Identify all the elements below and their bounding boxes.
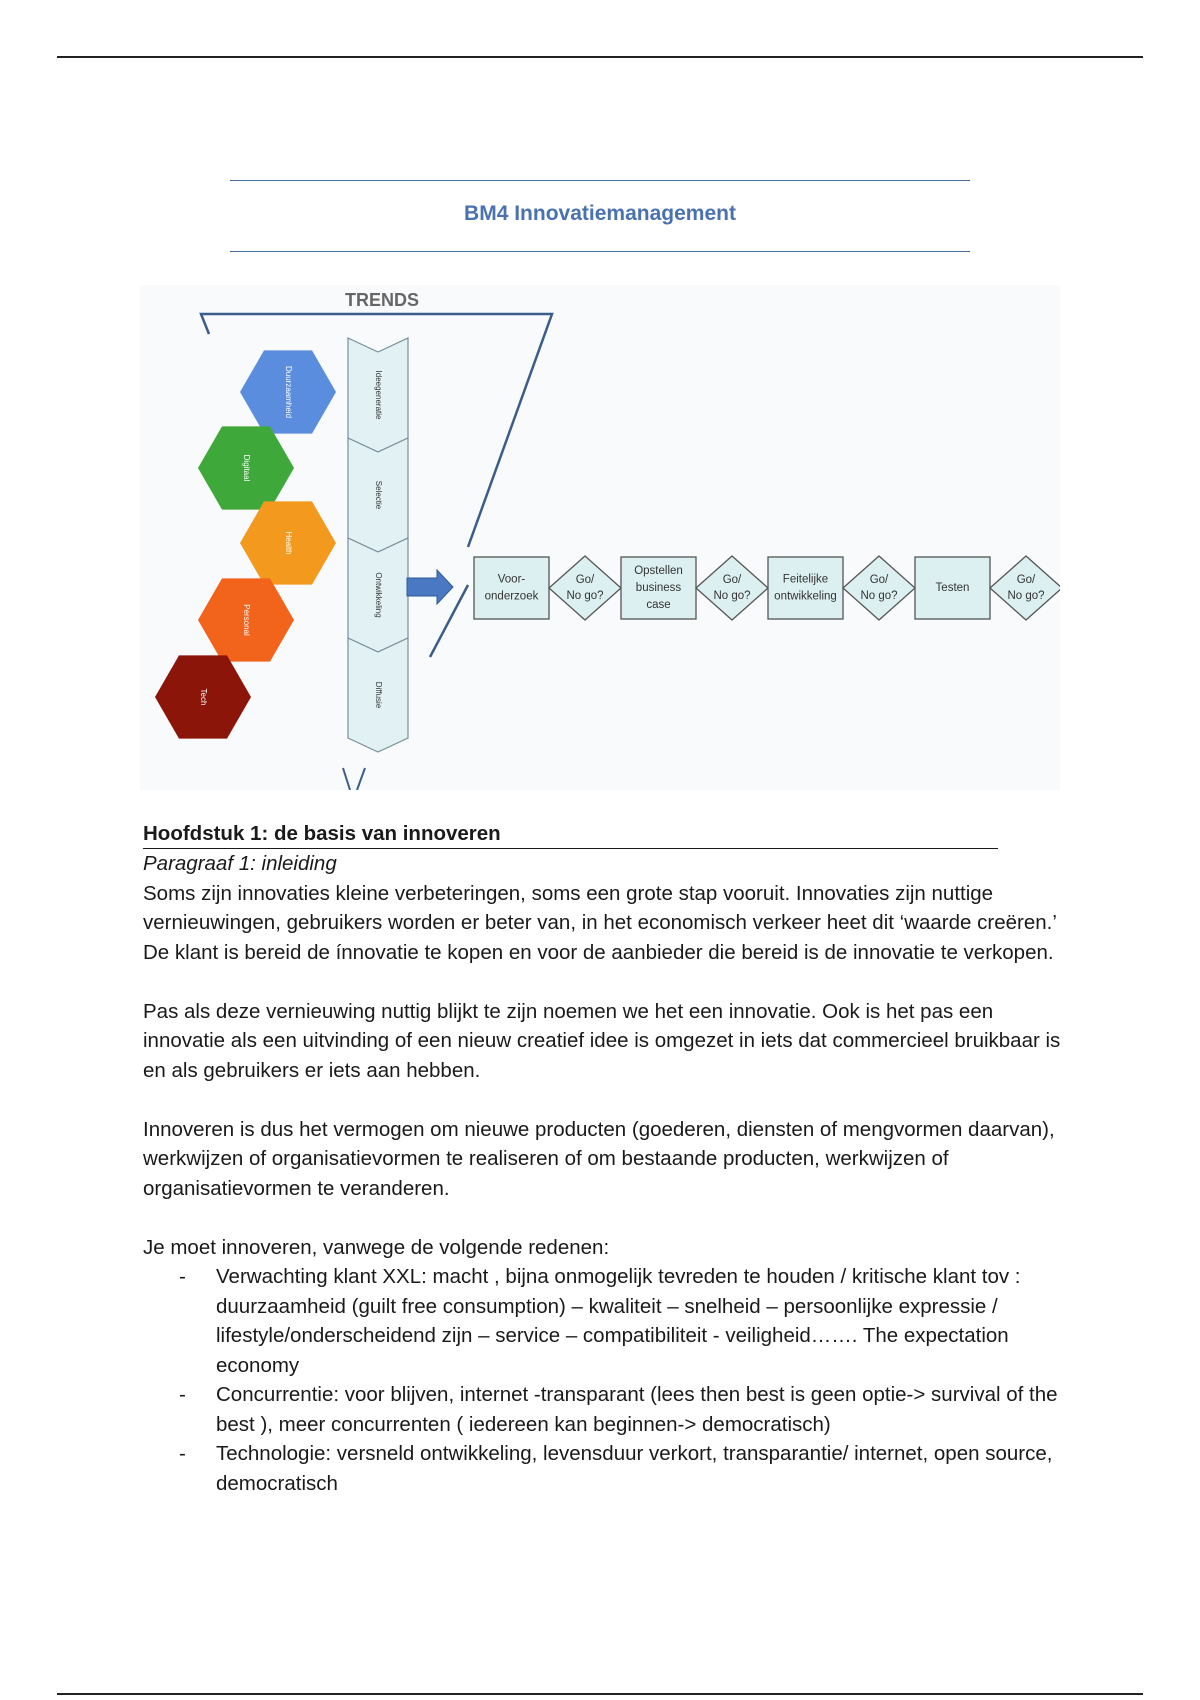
process-step-box bbox=[768, 557, 843, 619]
process-step-label: onderzoek bbox=[484, 590, 539, 603]
trend-hexagon-label: Personal bbox=[241, 604, 251, 636]
paragraph-gap bbox=[143, 1203, 1063, 1233]
title-rule-bottom bbox=[230, 251, 970, 252]
paragraph-heading: Paragraaf 1: inleiding bbox=[143, 852, 337, 875]
paragraph-gap bbox=[143, 967, 1063, 997]
decision-gate-label: Go/ bbox=[722, 574, 742, 587]
trend-hexagon-label: Health bbox=[283, 531, 293, 555]
title-rule-top bbox=[230, 180, 970, 181]
decision-gate-label: No go? bbox=[566, 590, 604, 603]
decision-gate-label: No go? bbox=[1007, 590, 1045, 603]
trend-hexagon-label: Duurzaamheid bbox=[283, 365, 293, 419]
document-body bbox=[143, 820, 1063, 1498]
decision-gate-label: Go/ bbox=[869, 574, 889, 587]
process-step-label: Voor- bbox=[497, 573, 526, 586]
process-step-label: Opstellen bbox=[634, 565, 683, 578]
list-item: - Verwachting klant XXL: macht , bijna onmogelijk tevreden te houden / kritische klant tov : duurzaamheid (guilt free consumption) – kwaliteit – snelheid – persoonlijke expressie / lifestyle/onderscheidend zijn – service – compatibiliteit - veiligheid……. The expectation economy bbox=[143, 1262, 1063, 1380]
document-title: BM4 Innovatiemanagement bbox=[464, 202, 736, 225]
top-page-rule bbox=[57, 56, 1143, 58]
decision-gate-label: No go? bbox=[860, 590, 898, 603]
list-item: - Technologie: versneld ontwikkeling, levensduur verkort, transparantie/ internet, open source, democratisch bbox=[143, 1439, 1063, 1498]
process-step-box bbox=[474, 557, 549, 619]
process-step-label: Testen bbox=[935, 582, 970, 595]
chapter-heading: Hoofdstuk 1: de basis van innoveren bbox=[143, 820, 998, 849]
funnel-chevron-label: Ideegeneratie bbox=[373, 370, 383, 420]
decision-gate-label: Go/ bbox=[575, 574, 595, 587]
trend-hexagon-label: Digitaal bbox=[241, 454, 251, 482]
trend-hexagon-label: Tech bbox=[198, 688, 208, 706]
bottom-page-rule bbox=[57, 1693, 1143, 1695]
paragraph-gap bbox=[143, 1085, 1063, 1115]
list-item: - Concurrentie: voor blijven, internet -transparant (lees then best is geen optie-> survival of the best ), meer concurrenten ( iedereen kan beginnen-> democratisch) bbox=[143, 1380, 1063, 1439]
innovation-funnel-chevrons bbox=[348, 338, 408, 752]
process-step-label: Feitelijke bbox=[782, 573, 829, 586]
reasons-list bbox=[143, 1262, 1063, 1498]
innovation-process-diagram bbox=[140, 285, 1060, 790]
reasons-intro: Je moet innoveren, vanwege de volgende redenen: bbox=[143, 1235, 610, 1259]
body-paragraph: Pas als deze vernieuwing nuttig blijkt te zijn noemen we het een innovatie. Ook is het pas een innovatie als een uitvinding of een nieuw creatief idee is omgezet in iets dat commercieel bruikbaar is en als gebruikers er iets aan hebben. bbox=[143, 999, 1061, 1082]
body-paragraph: Soms zijn innovaties kleine verbeteringen, soms een grote stap vooruit. Innovaties zijn nuttige vernieuwingen, gebruikers worden er beter van, in het economisch verkeer heet dit ‘waarde creëren.’ De klant is bereid de ínnovatie te kopen en voor de aanbieder die bereid is de innovatie te verkopen. bbox=[143, 881, 1057, 964]
funnel-chevron-label: Selectie bbox=[373, 480, 383, 510]
funnel-chevron-label: Ontwikkeling bbox=[373, 572, 383, 618]
funnel-chevron-label: Diffusie bbox=[373, 681, 383, 709]
body-paragraph: Innoveren is dus het vermogen om nieuwe producten (goederen, diensten of mengvormen daarvan), werkwijzen of organisatievormen te realiseren of om bestaande producten, werkwijzen of organisatievormen te veranderen. bbox=[143, 1117, 1055, 1200]
process-step-label: ontwikkeling bbox=[774, 590, 837, 603]
process-step-label: business bbox=[635, 582, 682, 595]
decision-gate-label: Go/ bbox=[1016, 574, 1036, 587]
process-step-label: case bbox=[646, 599, 671, 612]
decision-gate-label: No go? bbox=[713, 590, 751, 603]
trends-label: TRENDS bbox=[344, 290, 420, 310]
